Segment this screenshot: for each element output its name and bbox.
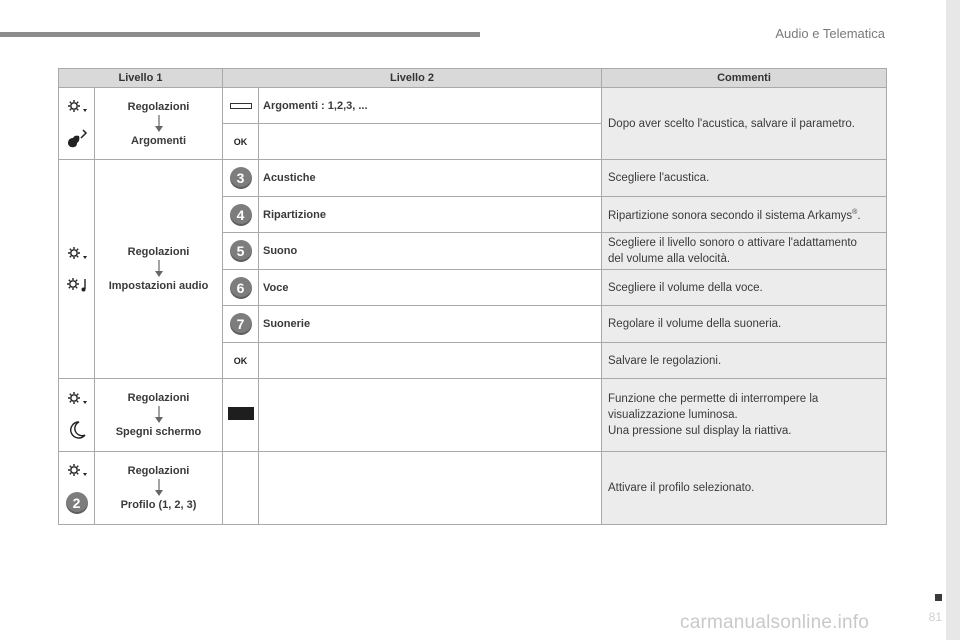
table-row <box>59 88 887 124</box>
header-level2: Livello 2 <box>223 69 602 88</box>
level2-icon-cell <box>223 233 259 270</box>
table-header-row <box>59 69 887 88</box>
settings-menu-table <box>58 68 887 525</box>
comment-line: Una pressione sul display la riattiva. <box>608 425 792 437</box>
profile-level1-cell <box>95 452 223 525</box>
screen-level1-cell <box>95 379 223 452</box>
argomenti-icon-cell <box>59 88 95 160</box>
level1-title: Regolazioni <box>127 392 190 404</box>
dash-bar-icon <box>230 103 252 109</box>
audio-level1-cell <box>95 160 223 379</box>
level1-subtitle: Argomenti <box>131 134 186 147</box>
page-number: 81 <box>928 610 942 624</box>
comment-cell: Regolare il volume della suoneria. <box>602 306 887 343</box>
argomenti-level1-cell <box>95 88 223 160</box>
guitar-icon <box>66 128 88 150</box>
page-edge-strip <box>946 0 960 640</box>
settings-cog-icon <box>66 390 88 406</box>
level2-label: Voce <box>259 270 602 306</box>
comment-cell <box>602 233 887 270</box>
level2-label <box>259 124 602 160</box>
comment-cell: Scegliere l'acustica. <box>602 160 887 197</box>
screen-icon-cell <box>59 379 95 452</box>
comment-line: Scegliere il livello sonoro o attivare l'adattamento <box>608 237 857 249</box>
level1-subtitle: Spegni schermo <box>115 426 202 438</box>
ok-button[interactable]: OK <box>233 136 248 147</box>
section-title: Audio e Telematica <box>775 26 885 41</box>
comment-cell: Scegliere il volume della voce. <box>602 270 887 306</box>
level2-label: Argomenti : 1,2,3, ... <box>259 88 602 124</box>
table-row <box>59 160 887 197</box>
header-rule <box>0 32 480 37</box>
level2-icon-cell <box>223 124 259 160</box>
comment-text: Ripartizione sonora secondo il sistema Arkamys <box>608 209 853 222</box>
number-badge[interactable]: 7 <box>230 313 252 335</box>
number-badge[interactable]: 2 <box>66 492 88 514</box>
down-arrow-icon <box>154 260 164 278</box>
black-screen-icon[interactable] <box>228 407 254 420</box>
comment-end: . <box>857 209 861 222</box>
number-badge[interactable]: 6 <box>230 277 252 299</box>
level2-icon-cell <box>223 343 259 379</box>
number-badge[interactable]: 3 <box>230 167 252 189</box>
level2-label: Suono <box>259 233 602 270</box>
level2-icon-cell <box>223 197 259 233</box>
level2-icon-cell <box>223 270 259 306</box>
moon-icon <box>67 420 87 440</box>
level2-icon-cell <box>223 160 259 197</box>
comment-cell: Attivare il profilo selezionato. <box>602 452 887 525</box>
level1-title: Regolazioni <box>127 246 190 258</box>
music-note-settings-icon <box>65 275 89 293</box>
level2-icon-cell <box>223 452 259 525</box>
number-badge[interactable]: 5 <box>230 240 252 262</box>
settings-cog-icon <box>66 98 88 114</box>
level2-label: Acustiche <box>259 160 602 197</box>
header-level1: Livello 1 <box>59 69 223 88</box>
ok-button[interactable]: OK <box>233 355 248 366</box>
level1-subtitle: Impostazioni audio <box>108 280 209 292</box>
level2-label <box>259 343 602 379</box>
level2-icon-cell <box>223 88 259 124</box>
comment-cell <box>602 197 887 233</box>
comment-line: Funzione che permette di interrompere la <box>608 393 819 405</box>
settings-cog-icon <box>66 245 88 261</box>
table-row <box>59 452 887 525</box>
header-comments: Commenti <box>602 69 887 88</box>
down-arrow-icon <box>154 115 164 133</box>
profile-icon-cell <box>59 452 95 525</box>
comment-cell: Salvare le regolazioni. <box>602 343 887 379</box>
level2-label <box>259 379 602 452</box>
level2-label: Suonerie <box>259 306 602 343</box>
registered-mark: ® <box>852 209 858 217</box>
level2-icon-cell <box>223 379 259 452</box>
level2-label: Ripartizione <box>259 197 602 233</box>
level1-title: Regolazioni <box>127 465 190 477</box>
comment-line: visualizzazione luminosa. <box>608 409 738 421</box>
table-row <box>59 379 887 452</box>
watermark: carmanualsonline.info <box>680 612 870 633</box>
level1-title: Regolazioni <box>127 100 190 113</box>
level1-subtitle: Profilo (1, 2, 3) <box>120 499 197 511</box>
page-end-marker <box>935 594 942 601</box>
audio-icon-cell <box>59 160 95 379</box>
level2-icon-cell <box>223 306 259 343</box>
comment-cell: Dopo aver scelto l'acustica, salvare il parametro. <box>602 88 887 160</box>
number-badge[interactable]: 4 <box>230 204 252 226</box>
comment-cell <box>602 379 887 452</box>
down-arrow-icon <box>154 406 164 424</box>
settings-cog-icon <box>66 462 88 478</box>
down-arrow-icon <box>154 479 164 497</box>
level2-label <box>259 452 602 525</box>
comment-line: del volume alla velocità. <box>608 253 731 265</box>
